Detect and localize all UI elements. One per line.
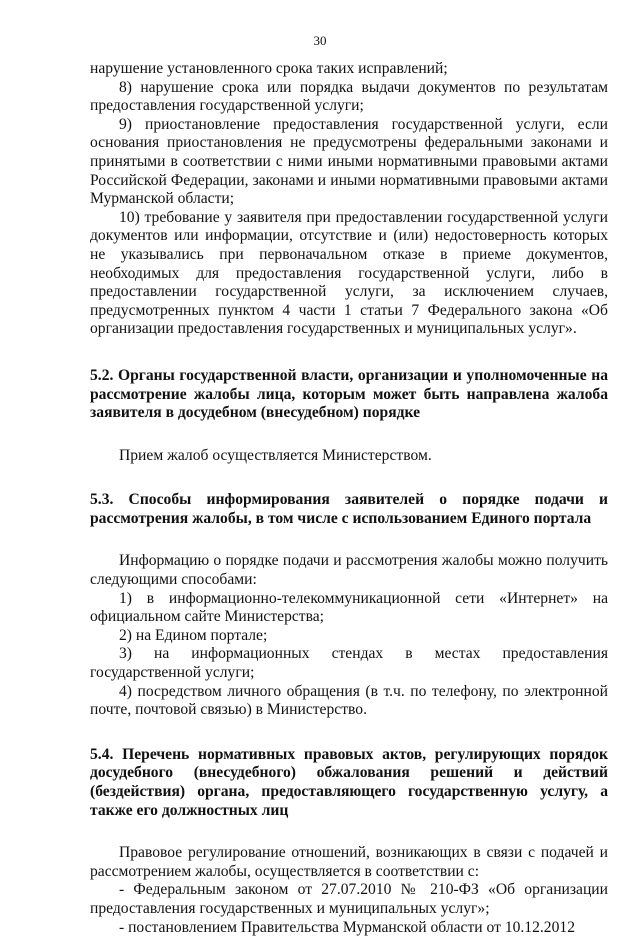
paragraph-continuation: нарушение установленного срока таких исправлений;	[90, 60, 448, 77]
section-5-3-intro: Информацию о порядке подачи и рассмотрения жалобы можно получить следующими способами:	[90, 552, 608, 589]
list-item-8: 8) нарушение срока или порядка выдачи документов по результатам предоставления государственной услуги;	[90, 78, 608, 115]
section-heading-5-4: 5.4. Перечень нормативных правовых актов, регулирующих порядок досудебного (внесудебного) обжалования решений и действий (бездействия) органа, предоставляющего государственную услугу, а также его должностных лиц	[90, 745, 608, 819]
section-heading-5-2: 5.2. Органы государственной власти, организации и уполномоченные на рассмотрение жалобы лица, которым может быть направлена жалоба заявителя в досудебном (внесудебном) порядке	[90, 366, 608, 422]
section-5-4-item-1: - Федеральным законом от 27.07.2010 № 210-ФЗ «Об организации предоставления государственных и муниципальных услуг»;	[90, 881, 608, 917]
section-5-4-item-2: - постановлением Правительства Мурманской области от 10.12.2012	[119, 918, 575, 936]
section-5-2-body: Прием жалоб осуществляется Министерством.	[119, 446, 432, 464]
section-5-4-intro: Правовое регулирование отношений, возникающих в связи с подачей и рассмотрением жалобы, осуществляется в соответствии с:	[90, 844, 608, 880]
section-heading-5-3: 5.3. Способы информирования заявителей о порядке подачи и рассмотрения жалобы, в том числе с использованием Единого портала	[90, 491, 608, 527]
section-5-3-item-3: 3) на информационных стендах в местах предоставления государственной услуги;	[90, 645, 608, 682]
page-number: 30	[313, 33, 327, 48]
section-5-3-item-2: 2) на Едином портале;	[119, 626, 268, 644]
list-item-10: 10) требование у заявителя при предоставлении государственной услуги документов или информации, отсутствие и (или) недостоверность которых не указывались при первоначальном отказе в приеме документов, необходимых для предоставления государственной услуги, либо в предоставлении государственной услуги, за исключением случаев, предусмотренных пунктом 4 части 1 статьи 7 Федерального закона «Об организации предоставления государственных и муниципальных услуг».	[90, 208, 608, 338]
list-item-9: 9) приостановление предоставления государственной услуги, если основания приостановления не предусмотрены федеральными законами и принятыми в соответствии с ними иными нормативными правовыми актами Российской Федерации, законами и иными нормативными правовыми актами Мурманской области;	[90, 115, 608, 208]
section-5-3-item-4: 4) посредством личного обращения (в т.ч. по телефону, по электронной почте, почтовой связью) в Министерство.	[90, 682, 608, 719]
section-5-3-item-1: 1) в информационно-телекоммуникационной сети «Интернет» на официальном сайте Министерства;	[90, 589, 608, 626]
document-body	[90, 60, 608, 937]
